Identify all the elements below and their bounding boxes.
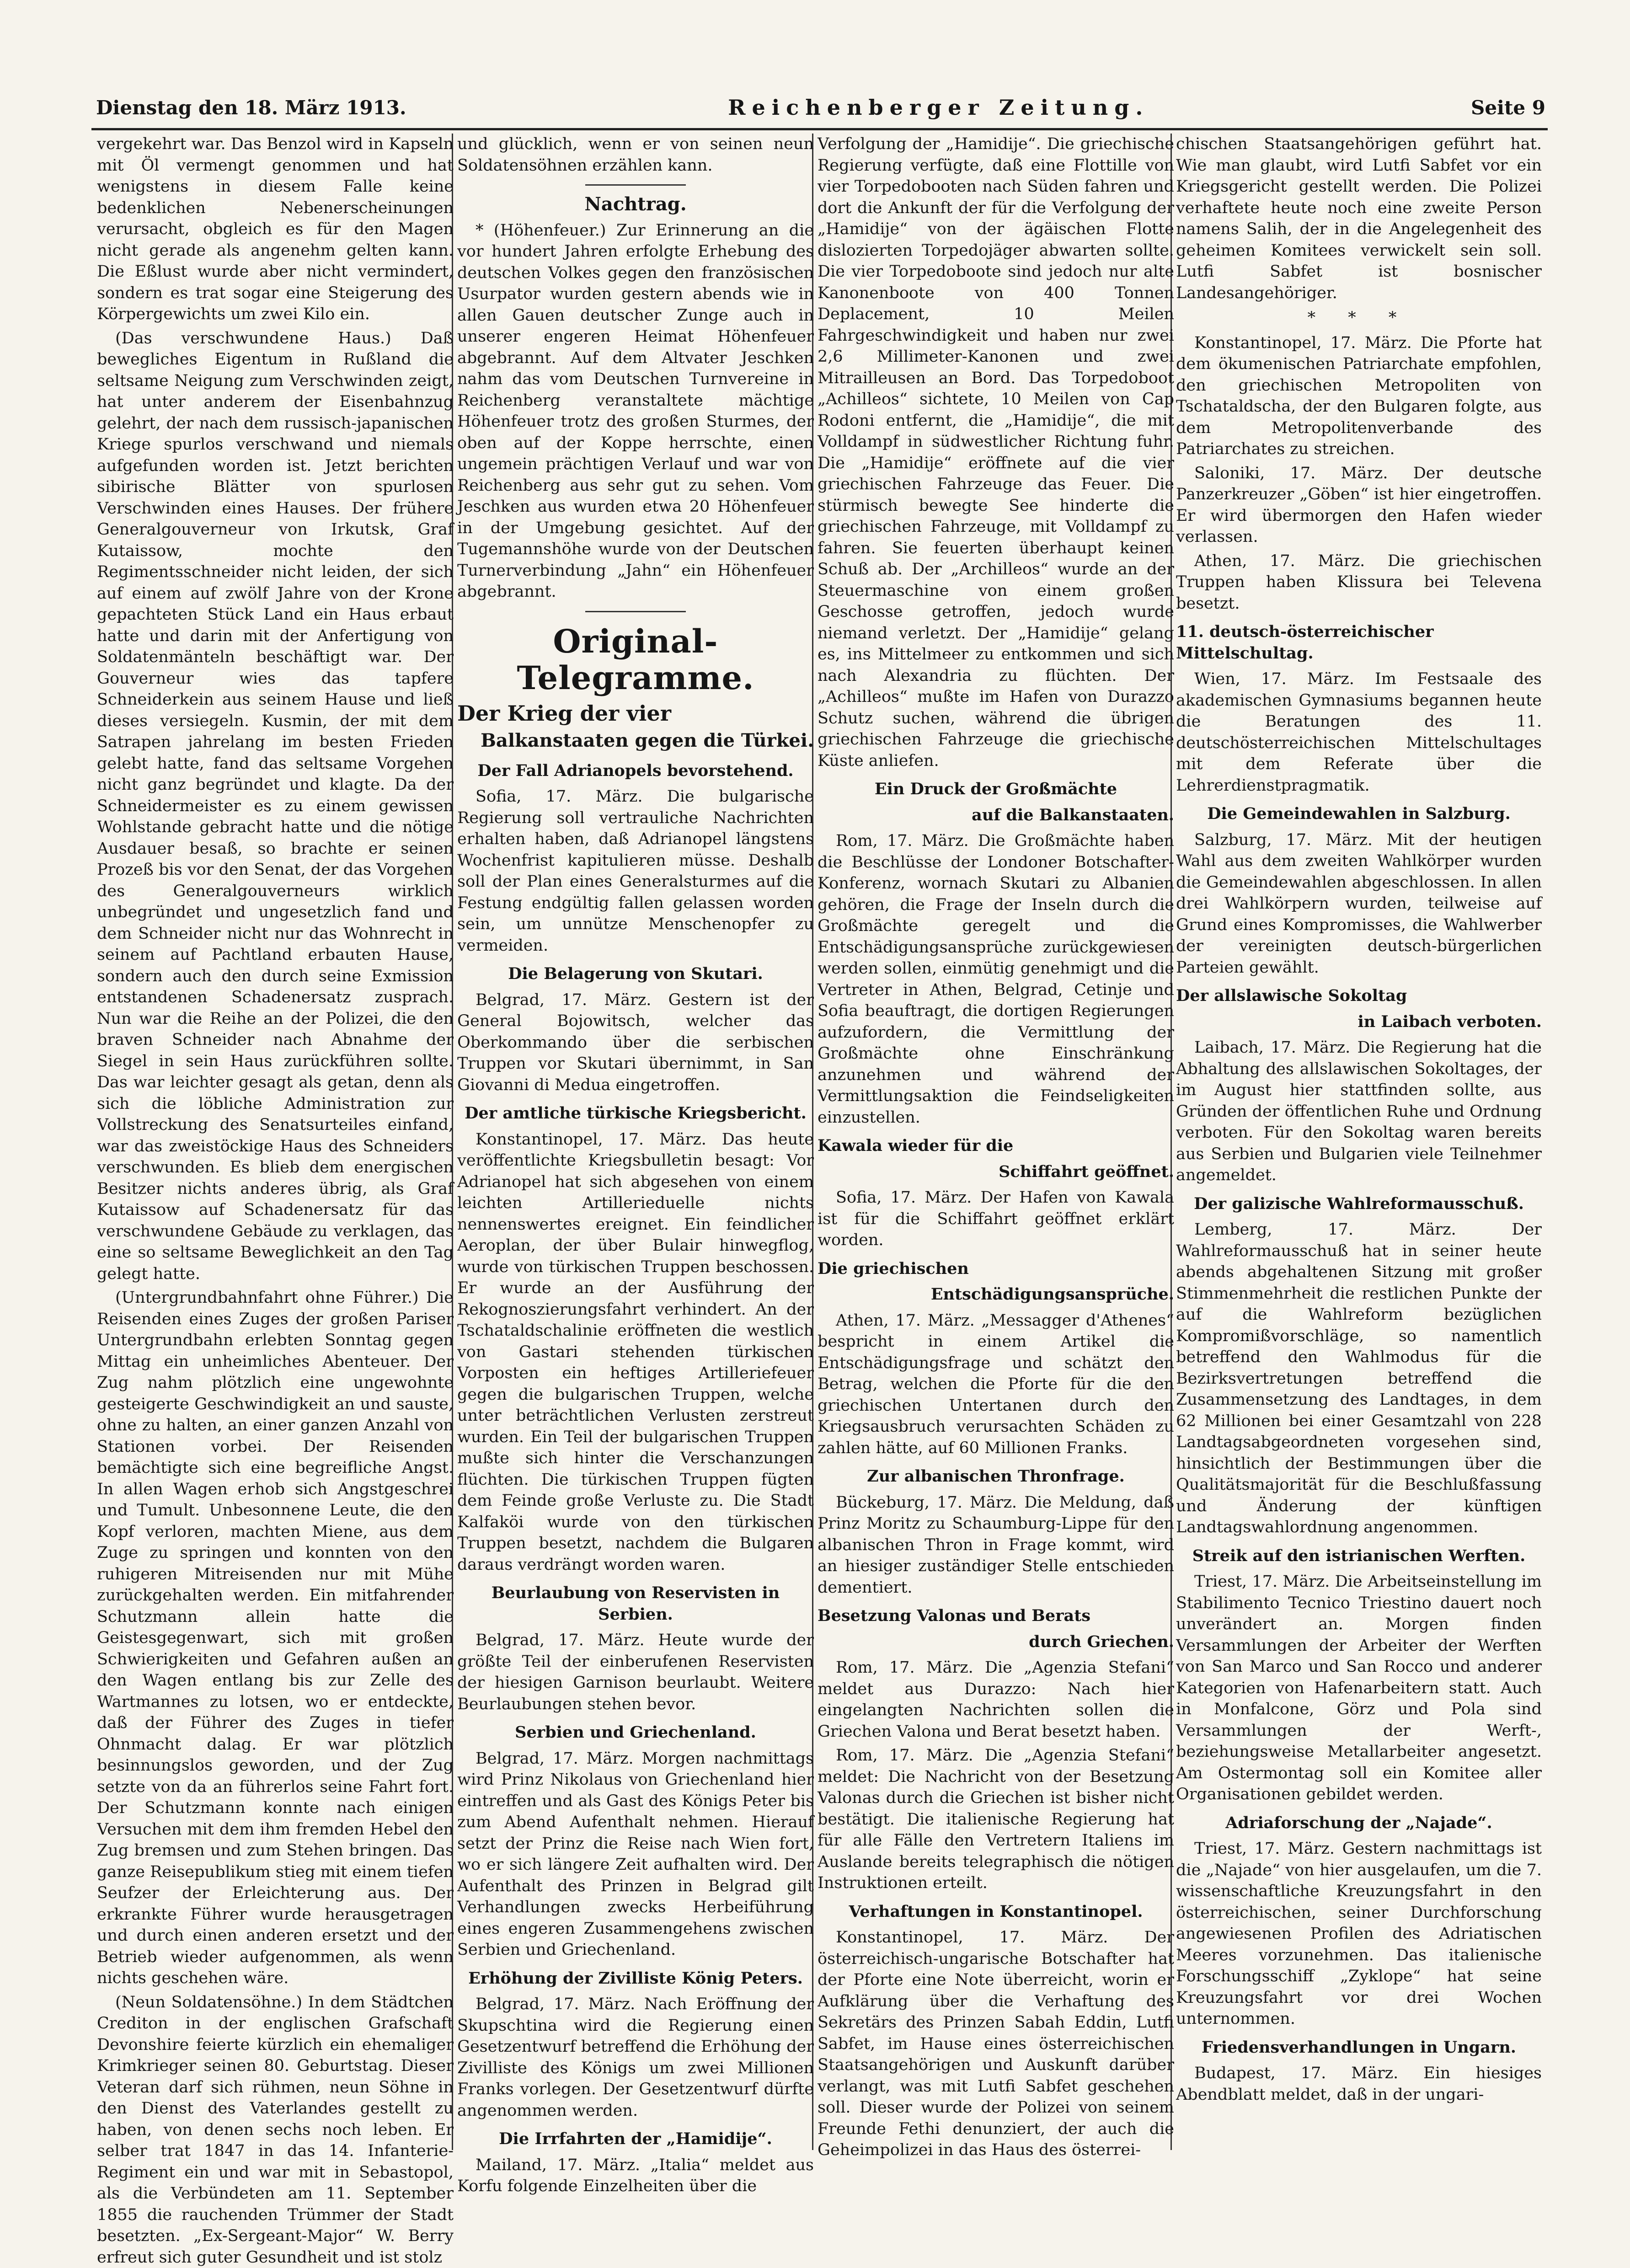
article-salzburg: Salzburg, 17. März. Mit der heutigen Wahl aus dem zweiten Wahlkörper wurden die Gemeindewahlen abgeschlossen. In allen drei Wahlkörpern wurden, teilweise auf Grund eines Kompromisses, die Wahlwerber der vereinigten deutsch-bürgerlichen Parteien gewählt. [1176, 829, 1542, 979]
article-wahlreform: Lemberg, 17. März. Der Wahlreformausschuß hat in seiner heute abends abgehaltenen Sitzung mit großer Stimmenmehrheit die restlichen Punkte der auf die Wahlreform bezüglichen Kompromißvorschläge, so namentlich betreffend den Wahlmodus für die Bezirksvertretungen betreffend die Zusammensetzung des Landtages, in dem 62 Millionen bei einer Gesamtzahl von 228 Landtagsabgeordneten vorgesehen sind, hinsichtlich der Bestimmungen über die Qualitätsmajorität für die Beschlußfassung und Änderung der künftigen Landtagswahlordnung angenommen. [1176, 1219, 1542, 1538]
heading-streik: Streik auf den istrianischen Werften. [1176, 1546, 1542, 1567]
heading-kriegsbericht: Der amtliche türkische Kriegsbericht. [457, 1103, 814, 1124]
section-dots: * * * [1176, 307, 1542, 329]
heading-druck-line2: auf die Balkanstaaten. [818, 805, 1174, 826]
heading-najade: Adriaforschung der „Najade“. [1176, 1813, 1542, 1834]
article-valona-1: Rom, 17. März. Die „Agenzia Stefani“ meldet aus Durazzo: Nach hier eingelangten Nachrichten sollen die Griechen Valona und Berat besetzt haben. [818, 1657, 1174, 1742]
article-hoehenfeuer: * (Höhenfeuer.) Zur Erinnerung an die vor hundert Jahren erfolgte Erhebung des deutschen Volkes gegen den französischen Usurpator wurden gestern abends wie in allen Gauen deutscher Zunge auch in unserer engeren Heimat Höhenfeuer abgebrannt. Auf dem Altvater Jeschken nahm das vom Deutschen Turnvereine in Reichenberg veranstaltete mächtige Höhenfeuer trotz des großen Sturmes, der oben auf der Koppe herrschte, einen ungemein prächtigen Verlauf und war von Reichenberg aus sehr gut zu sehen. Vom Jeschken aus wurden etwa 20 Höhenfeuer in der Umgebung gesichtet. Auf der Tugemannshöhe wurde von der Deutschen Turnerverbindung „Jahn“ ein Höhenfeuer abgebrannt. [457, 220, 814, 603]
article-najade: Triest, 17. März. Gestern nachmittags ist die „Najade“ von hier ausgelaufen, um die 7. wissenschaftliche Kreuzungsfahrt in den österreichischen, seiner Durchforschung angewiesenen Profilen des Adriatischen Meeres vorzunehmen. Das italienische Forschungsschiff „Zyklope“ hat seine Kreuzungsfahrt vor drei Wochen unternommen. [1176, 1838, 1542, 2030]
page-header [96, 89, 1545, 126]
heading-ungarn: Friedensverhandlungen in Ungarn. [1176, 2037, 1542, 2059]
heading-druck-line1: Ein Druck der Großmächte [818, 779, 1174, 800]
page-number: Seite 9 [1471, 96, 1545, 119]
article-entschaedigung: Athen, 17. März. „Messagger d'Athenes“ bespricht in einem Artikel die Entschädigungsfrage und schätzt den Betrag, welchen die Pforte für die den griechischen Untertanen durch den Kriegsausbruch verursachten Schäden zu zahlen hätte, auf 60 Millionen Franks. [818, 1310, 1174, 1459]
heading-thronfrage: Zur albanischen Thronfrage. [818, 1466, 1174, 1487]
article-kriegsbericht: Konstantinopel, 17. März. Das heute veröffentlichte Kriegsbulletin besagt: Vor Adrianopel hat sich abgesehen von einem leichten Artillerieduelle nichts nennenswertes ereignet. Ein feindlicher Aeroplan, der über Bulair hinwegflog, wurde von türkischen Truppen beschossen. Er wurde an der Ausführung der Rekognoszierungsfahrt verhindert. An der Tschataldschalinie eröffneten die westlich von Gastari stehenden türkischen Vorposten ein heftiges Artilleriefeuer gegen die bulgarischen Truppen, welche unter beträchtlichen Verlusten zerstreut wurden. Ein Teil der bulgarischen Truppen mußte sich hinter die Verschanzungen flüchten. Die türkischen Truppen fügten dem Feinde große Verluste zu. Die Stadt Kalfaköi wurde von den türkischen Truppen besetzt, nachdem die Bulgaren daraus verdrängt worden waren. [457, 1129, 814, 1576]
column-3 [818, 134, 1174, 2155]
article-valona-2: Rom, 17. März. Die „Agenzia Stefani“ meldet: Die Nachricht von der Besetzung Valonas durch die Griechen ist bisher nicht bestätigt. Die italienische Regierung hat für alle Fälle den Vertretern Italiens im Auslande bereits telegraphisch die nötigen Instruktionen erteilt. [818, 1745, 1174, 1894]
section-rule [585, 611, 686, 612]
article-hamidije: Mailand, 17. März. „Italia“ meldet aus Korfu folgende Einzelheiten über die [457, 2155, 814, 2197]
article-verschwundene-haus: (Das verschwundene Haus.) Daß bewegliches Eigentum in Rußland die seltsame Neigung zum Verschwinden zeigt, hat unter anderem der Eisenbahnzug gelehrt, der nach dem russisch-japanischen Kriege spurlos verschwand und niemals aufgefunden worden ist. Jetzt berichten sibirische Blätter von spurlosen Verschwinden eines Hauses. Der frühere Generalgouverneur von Irkutsk, Graf Kutaissow, mochte den Regimentsschneider nicht leiden, der sich auf einem auf zwölf Jahre von der Krone gepachteten Stück Land ein Haus erbaut hatte und darin mit der Anfertigung von Soldatenmänteln beschäftigt war. Der Gouverneur wies das tapfere Schneiderkein aus seinem Hause und ließ dieses versiegeln. Kusmin, der mit dem Satrapen jahrelang im besten Frieden gelebt hatte, fand das seltsame Vorgehen nicht ganz begründet und klagte. Da der Schneidermeister es zu einem gewissen Wohlstande gebracht hatte und die nötige Ausdauer besaß, so brachte er seinen Prozeß bis vor den Senat, der das Vorgehen des Generalgouverneurs wirklich unbegründet und ungesetzlich fand und dem Schneider nicht nur das Wohnrecht in seinem auf Pachtland erbauten Hause, sondern auch den durch seine Exmission entstandenen Schadenersatz zusprach. Nun war die Reihe an der Polizei, die den braven Schneider nach Abnahme der Siegel in sein Haus zurückführen sollte. Das war leichter gesagt als getan, denn als sich die löbliche Administration zur Vollstreckung des Senatsurteiles einfand, war das zweistöckige Haus des Schneiders verschwunden. Es blieb dem energischen Besitzer nichts anderes übrig, als Graf Kutaissow auf Schadenersatz für das verschwundene Gebäude zu verklagen, das eine so seltsame Beweglichkeit an den Tag gelegt hatte. [97, 328, 454, 1285]
newspaper-title: Reichenberger Zeitung. [728, 95, 1149, 120]
column-1 [97, 134, 454, 2155]
section-heading-telegramme: Original-Telegramme. [457, 623, 814, 696]
article-untergrundbahn: (Untergrundbahnfahrt ohne Führer.) Die Reisenden eines Zuges der großen Pariser Untergrundbahn erlebten Sonntag gegen Mittag ein unheimliches Abenteuer. Der Zug nahm plötzlich eine ungewohnte gesteigerte Geschwindigkeit an und sauste, ohne zu halten, an einer ganzen Anzahl von Stationen vorbei. Der Reisenden bemächtigte sich eine begreifliche Angst. In allen Wagen erhob sich Angstgeschrei und Tumult. Unbesonnene Leute, die den Kopf verloren, machten Miene, aus dem Zuge zu springen und konnten von den ruhigeren Mitreisenden nur mit Mühe zurückgehalten werden. Ein mitfahrender Schutzmann allein hatte die Geistesgegenwart, sich mit großen Schwierigkeiten und Gefahren außen an den Wagen entlang bis zur Zelle des Wartmannes zu lotsen, wo er entdeckte, daß der Führer des Zuges in tiefer Ohnmacht dalag. Er war plötzlich besinnungslos geworden, und der Zug setzte von da an führerlos seine Fahrt fort. Der Schutzmann konnte nach einigen Versuchen mit dem ihm fremden Hebel den Zug bremsen und zum Stehen bringen. Das ganze Reisepublikum stieg mit einem tiefen Seufzer der Erleichterung aus. Der erkrankte Führer wurde herausgetragen und durch einen anderen ersetzt und der Betrieb wieder aufgenommen, als wenn nichts geschehen wäre. [97, 1287, 454, 1989]
heading-adrianopel: Der Fall Adrianopels bevorstehend. [457, 760, 814, 782]
article-paragraph: und glücklich, wenn er von seinen neun Soldatensöhnen erzählen kann. [457, 134, 814, 176]
article-paragraph: chischen Staatsangehörigen geführt hat. Wie man glaubt, wird Lutfi Sabfet vor ein Kriegsgericht gestellt werden. Die Polizei verhaftete heute noch eine zweite Person namens Salih, der in die Angelegenheit des geheimen Komitees verwickelt sein soll. Lutfi Sabfet ist bosnischer Landesangehöriger. [1176, 134, 1542, 304]
heading-salzburg: Die Gemeindewahlen in Salzburg. [1176, 803, 1542, 825]
heading-entschaedigung-line1: Die griechischen [818, 1258, 1174, 1280]
heading-skutari: Die Belagerung von Skutari. [457, 963, 814, 985]
article-klissura: Athen, 17. März. Die griechischen Truppen haben Klissura bei Televena besetzt. [1176, 551, 1542, 615]
article-grossmaechte: Rom, 17. März. Die Großmächte haben die Beschlüsse der Londoner Botschafter-Konferenz, wornach Skutari zu Albanien gehören, die Frage der Inseln durch die Großmächte geregelt und die Entschädigungsansprüche zurückgewiesen werden sollen, einmütig genehmigt und die Vertreter in Athen, Belgrad, Cetinje und Sofia beauftragt, die dortigen Regierungen aufzufordern, die Vermittlung der Großmächte ohne Einschränkung anzunehmen und während der Vermittlungsaktion die Feindseligkeiten einzustellen. [818, 830, 1174, 1128]
article-adrianopel: Sofia, 17. März. Die bulgarische Regierung soll vertrauliche Nachrichten erhalten haben, daß Adrianopel längstens Wochenfrist kapitulieren müsse. Deshalb soll der Plan eines Generalsturmes auf die Festung endgültig fallen gelassen worden sein, um unnütze Menschenopfer zu vermeiden. [457, 786, 814, 956]
article-verhaftungen: Konstantinopel, 17. März. Der österreichisch-ungarische Botschafter hat der Pforte eine Note überreicht, worin er Aufklärung über die Verhaftung des Sekretärs des Prinzen Sabah Eddin, Lutfi Sabfet, im Hause eines österreichischen Staatsangehörigen und Auskunft darüber verlangt, was mit Lutfi Sabfet geschehen soll. Dieser wurde der Polizei von seinem Freunde Fethi denunziert, der auch die Geheimpolizei in das Haus des österrei- [818, 1927, 1174, 2161]
heading-sokoltag-line2: in Laibach verboten. [1176, 1011, 1542, 1033]
article-serbien-griechenland: Belgrad, 17. März. Morgen nachmittags wird Prinz Nikolaus von Griechenland hier eintreffen und als Gast des Königs Peter bis zum Abend Aufenthalt nehmen. Hierauf setzt der Prinz die Reise nach Wien fort, wo er sich längere Zeit aufhalten wird. Der Aufenthalt des Prinzen in Belgrad gilt Verhandlungen zwecks Herbeiführung eines engeren Zusammengehens zwischen Serbien und Griechenland. [457, 1748, 814, 1961]
article-sokoltag: Laibach, 17. März. Die Regierung hat die Abhaltung des allslawischen Sokoltages, der im August hier stattfinden sollte, aus Gründen der öffentlichen Ruhe und Ordnung verboten. Für den Sokoltag waren bereits aus Serbien und Bulgarien viele Teilnehmer angemeldet. [1176, 1037, 1542, 1186]
article-ungarn: Budapest, 17. März. Ein hiesiges Abendblatt meldet, daß in der ungari- [1176, 2063, 1542, 2105]
heading-sokoltag-line1: Der allslawische Sokoltag [1176, 985, 1542, 1007]
header-rule [91, 128, 1548, 130]
heading-verhaftungen: Verhaftungen in Konstantinopel. [818, 1901, 1174, 1923]
header-date: Dienstag den 18. März 1913. [96, 96, 406, 119]
heading-valona-line1: Besetzung Valonas und Berats [818, 1605, 1174, 1627]
column-2 [457, 134, 814, 2155]
article-goeben: Saloniki, 17. März. Der deutsche Panzerkreuzer „Göben“ ist hier eingetroffen. Er wird übermorgen den Hafen wieder verlassen. [1176, 463, 1542, 548]
section-heading-nachtrag: Nachtrag. [457, 194, 814, 215]
heading-beurlaubung: Beurlaubung von Reservisten in Serbien. [457, 1583, 814, 1625]
heading-krieg-line1: Der Krieg der vier [457, 701, 814, 726]
article-skutari: Belgrad, 17. März. Gestern ist der General Bojowitsch, welcher das Oberkommando über die serbischen Truppen vor Skutari übernimmt, in San Giovanni di Medua eingetroffen. [457, 990, 814, 1096]
article-kawala: Sofia, 17. März. Der Hafen von Kawala ist für die Schiffahrt geöffnet erklärt worden. [818, 1187, 1174, 1251]
article-streik: Triest, 17. März. Die Arbeitseinstellung im Stabilimento Tecnico Triestino dauert noch unverändert an. Morgen finden Versammlungen der Arbeiter der Werften von San Marco und San Rocco und anderer Kategorien von Hafenarbeitern statt. Auch in Monfalcone, Görz und Pola sind Versammlungen der Werft-, beziehungsweise Metallarbeiter angesetzt. Am Ostermontag soll ein Komitee aller Organisationen gebildet werden. [1176, 1571, 1542, 1805]
article-zivilliste: Belgrad, 17. März. Nach Eröffnung der Skupschtina wird die Regierung einen Gesetzentwurf betreffend die Erhöhung der Zivilliste des Königs um zwei Millionen Franks vorlegen. Der Gesetzentwurf dürfte angenommen werden. [457, 1994, 814, 2121]
article-beurlaubung: Belgrad, 17. März. Heute wurde der größte Teil der einberufenen Reservisten der hiesigen Garnison beurlaubt. Weitere Beurlaubungen stehen bevor. [457, 1630, 814, 1715]
heading-kawala-line2: Schiffahrt geöffnet. [818, 1161, 1174, 1183]
article-paragraph: vergekehrt war. Das Benzol wird in Kapseln mit Öl vermengt genommen und hat wenigstens in diesem Falle keine bedenklichen Nebenerscheinungen verursacht, obgleich es für den Magen nicht gerade als angenehm gelten kann. Die Eßlust wurde aber nicht vermindert, sondern es trat sogar eine Steigerung des Körpergewichts um zwei Kilo ein. [97, 134, 454, 325]
heading-valona-line2: durch Griechen. [818, 1631, 1174, 1653]
section-rule [585, 184, 686, 186]
heading-serbien-griechenland: Serbien und Griechenland. [457, 1722, 814, 1744]
heading-mittelschultag: 11. deutsch-österreichischer Mittelschultag. [1176, 621, 1542, 664]
article-mittelschultag: Wien, 17. März. Im Festsaale des akademischen Gymnasiums begannen heute die Beratungen des 11. deutschösterreichischen Mittelschultages mit dem Referate über die Lehrerdienstpragmatik. [1176, 669, 1542, 796]
heading-entschaedigung-line2: Entschädigungsansprüche. [818, 1284, 1174, 1305]
heading-kawala-line1: Kawala wieder für die [818, 1135, 1174, 1157]
heading-krieg-line2: Balkanstaaten gegen die Türkei. [457, 728, 814, 753]
heading-wahlreform: Der galizische Wahlreformausschuß. [1176, 1193, 1542, 1215]
article-patriarchat: Konstantinopel, 17. März. Die Pforte hat dem ökumenischen Patriarchate empfohlen, den griechischen Metropoliten von Tschataldscha, der den Bulgaren folgte, aus dem Metropolitenverbande des Patriarchates zu streichen. [1176, 332, 1542, 460]
heading-zivilliste: Erhöhung der Zivilliste König Peters. [457, 1968, 814, 1990]
column-4 [1176, 134, 1542, 2155]
article-paragraph: Verfolgung der „Hamidije“. Die griechische Regierung verfügte, daß eine Flottille von vier Torpedobooten nach Süden fahren und dort die Ankunft der für die Verfolgung der „Hamidije“ von der ägäischen Flotte dislozierten Torpedojäger abwarten sollte. Die vier Torpedoboote sind jedoch nur alte Kanonenboote von 400 Tonnen Deplacement, 10 Meilen Fahrgeschwindigkeit und haben nur zwei 2,6 Millimeter-Kanonen und zwei Mitrailleusen an Bord. Das Torpedoboot „Achilleos“ sichtete, 10 Meilen von Cap Rodoni entfernt, die „Hamidije“, die mit Volldampf in südwestlicher Richtung fuhr. Die „Hamidije“ eröffnete auf die vier griechischen Fahrzeuge das Feuer. Die stürmisch bewegte See hinderte die griechischen Fahrzeuge, mit Volldampf zu fahren. Sie feuerten überhaupt keinen Schuß ab. Der „Archilleos“ wurde an der Steuermaschine von einem großen Geschosse getroffen, jedoch wurde niemand verletzt. Der „Hamidije“ gelang es, ins Mittelmeer zu entkommen und sich nach Alexandria zu flüchten. Der „Achilleos“ mußte im Hafen von Durazzo Schutz suchen, während die übrigen griechischen Fahrzeuge die griechische Küste anliefen. [818, 134, 1174, 771]
article-thronfrage: Bückeburg, 17. März. Die Meldung, daß Prinz Moritz zu Schaumburg-Lippe für den albanischen Thron in Frage kommt, wird an hiesiger zuständiger Stelle entschieden dementiert. [818, 1492, 1174, 1599]
heading-hamidije: Die Irrfahrten der „Hamidije“. [457, 2129, 814, 2150]
article-soldatensoehne: (Neun Soldatensöhne.) In dem Städtchen Crediton in der englischen Grafschaft Devonshire feierte kürzlich ein ehemaliger Krimkrieger seinen 80. Geburtstag. Dieser Veteran darf sich rühmen, neun Söhne in den Dienst des Vaterlandes gestellt zu haben, von denen sechs noch leben. Er selber trat 1847 in das 14. Infanterie-Regiment ein und war mit in Sebastopol, als die Verbündeten am 11. September 1855 die rauchenden Trümmer der Stadt besetzten. „Ex-Sergeant-Major“ W. Berry erfreut sich guter Gesundheit und ist stolz [97, 1992, 454, 2268]
